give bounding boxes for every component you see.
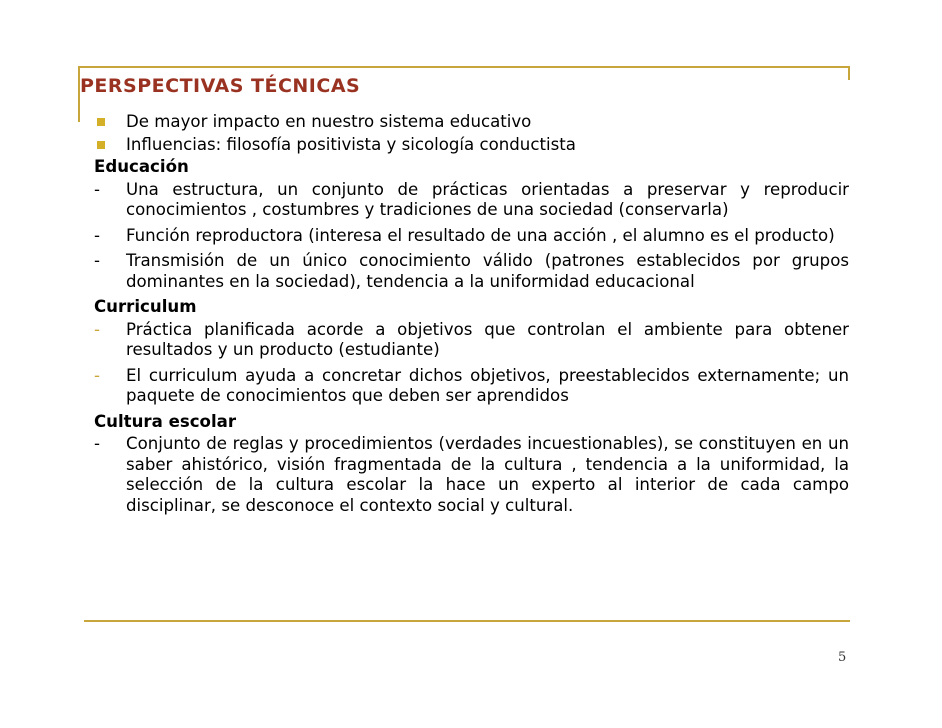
slide-frame-top-line: [78, 66, 850, 68]
item-text: El curriculum ayuda a concretar dichos objetivos, preestablecidos externamente; un paquete de conocimientos que deben ser aprendidos: [126, 365, 849, 405]
slide-title: PERSPECTIVAS TÉCNICAS: [80, 75, 361, 97]
dash-marker: -: [94, 251, 100, 270]
list-item: [94, 226, 849, 247]
list-item: [94, 366, 849, 407]
list-item: [94, 434, 849, 516]
bullet-text: De mayor impacto en nuestro sistema educativo: [126, 112, 532, 131]
slide-frame-bottom-line: [84, 620, 850, 622]
dash-marker: -: [94, 319, 100, 339]
section-heading-cultura-escolar: Cultura escolar: [94, 411, 237, 431]
dash-marker: -: [94, 179, 100, 199]
item-text: Práctica planificada acorde a objetivos que controlan el ambiente para obtener resultados y un producto (estudiante): [126, 319, 849, 359]
bullet-text: Influencias: filosofía positivista y sicología conductista: [126, 134, 576, 154]
dash-marker: -: [94, 365, 100, 385]
list-item: [94, 251, 849, 292]
list-item: [94, 320, 849, 361]
section-heading-curriculum: Curriculum: [94, 297, 197, 316]
item-text: Transmisión de un único conocimiento válido (patrones establecidos por grupos dominantes en la sociedad), tendencia a la uniformidad educacional: [126, 251, 849, 291]
item-text: Una estructura, un conjunto de prácticas orientadas a preservar y reproducir conocimientos , costumbres y tradiciones de una sociedad (conservarla): [126, 179, 849, 219]
slide-content: [94, 112, 849, 521]
item-text: Función reproductora (interesa el resultado de una acción , el alumno es el producto): [126, 225, 835, 245]
dash-marker: -: [94, 225, 100, 245]
slide-frame-right-line: [848, 66, 850, 80]
square-bullet-icon: [97, 118, 105, 126]
bullet-item: [94, 135, 849, 156]
item-text: Conjunto de reglas y procedimientos (verdades incuestionables), se constituyen en un saber ahistórico, visión fragmentada de la cultura , tendencia a la uniformidad, la selección de la cultura escolar la hace un experto al interior de cada campo disciplinar, se desconoce el contexto social y cultural.: [126, 434, 849, 515]
bullet-item: [94, 112, 849, 133]
page-number: 5: [838, 650, 847, 665]
section-heading-educacion: Educación: [94, 157, 189, 176]
dash-marker: -: [94, 434, 100, 453]
list-item: [94, 180, 849, 221]
square-bullet-icon: [97, 141, 105, 149]
